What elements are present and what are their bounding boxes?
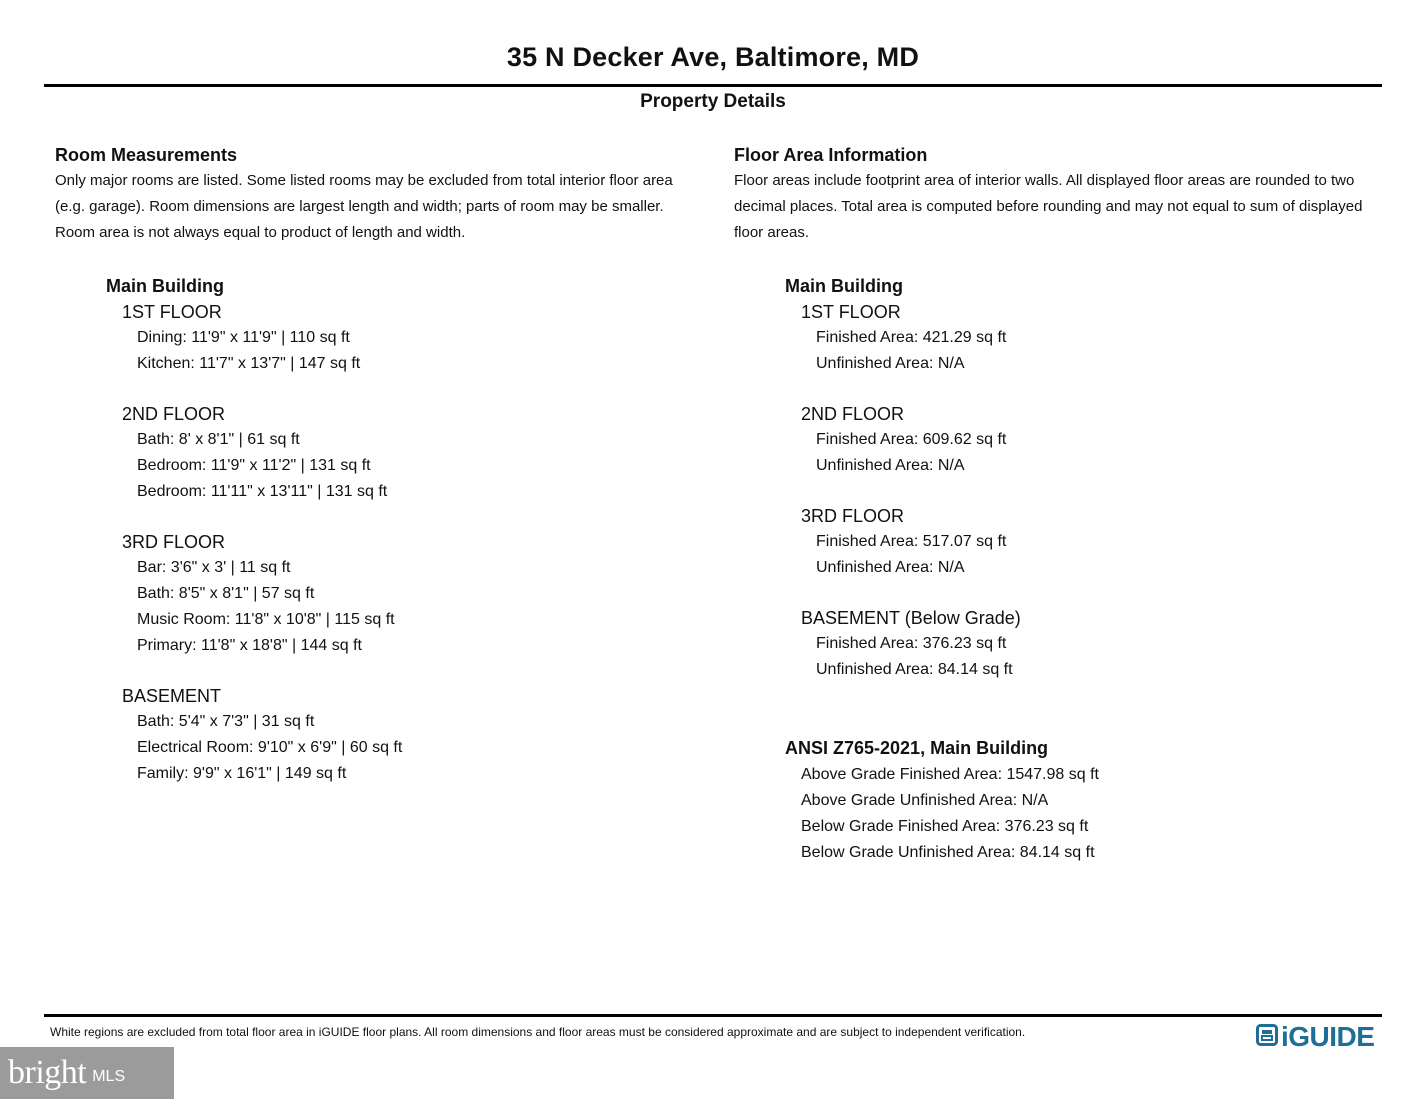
ansi-heading: ANSI Z765-2021, Main Building (785, 738, 1049, 758)
floor-name: 2ND FLOOR (122, 404, 226, 424)
footer-disclaimer: White regions are excluded from total floor area in iGUIDE floor plans. All room dimensions and floor areas must be considered approximate and are subject to independent verification. (50, 1025, 1026, 1039)
unfinished-area: Unfinished Area: 84.14 sq ft (816, 661, 1013, 678)
floor-name: BASEMENT (Below Grade) (801, 608, 1021, 628)
page-title: 35 N Decker Ave, Baltimore, MD (506, 42, 920, 72)
room-item: Primary: 11'8" x 18'8" | 144 sq ft (137, 637, 362, 654)
header-divider (44, 84, 1382, 87)
room-measurements-heading: Room Measurements (55, 145, 238, 165)
finished-area: Finished Area: 609.62 sq ft (816, 431, 1007, 448)
note-line: (e.g. garage). Room dimensions are largest length and width; parts of room may be smaller. (55, 198, 664, 215)
area-group-1st (734, 300, 1394, 377)
finished-area: Finished Area: 376.23 sq ft (816, 635, 1007, 652)
room-item: Electrical Room: 9'10" x 6'9" | 60 sq ft (137, 739, 403, 756)
iguide-logo-text: iGUIDE (1281, 1021, 1375, 1052)
floor-name: BASEMENT (122, 686, 222, 706)
unfinished-area: Unfinished Area: N/A (816, 457, 965, 474)
finished-area: Finished Area: 421.29 sq ft (816, 329, 1007, 346)
floor-group-3rd (55, 530, 705, 659)
page-subtitle: Property Details (640, 91, 786, 112)
footer-divider (44, 1014, 1382, 1017)
room-item: Bedroom: 11'11" x 13'11" | 131 sq ft (137, 483, 388, 500)
floor-name: 1ST FLOOR (122, 302, 222, 322)
room-item: Bath: 8' x 8'1" | 61 sq ft (137, 431, 300, 448)
note-line: Only major rooms are listed. Some listed rooms may be excluded from total interior floor area (55, 172, 673, 189)
watermark-brand: bright (8, 1054, 87, 1091)
building-name: Main Building (106, 276, 224, 296)
floor-area-note (734, 168, 1394, 246)
floor-group-2nd (55, 402, 705, 505)
floor-name: 2ND FLOOR (801, 404, 905, 424)
room-item: Bar: 3'6" x 3' | 11 sq ft (137, 559, 291, 576)
floor-name: 1ST FLOOR (801, 302, 901, 322)
area-group-basement (734, 606, 1394, 683)
room-item: Bath: 5'4" x 7'3" | 31 sq ft (137, 713, 315, 730)
floor-name: 3RD FLOOR (122, 532, 226, 552)
room-item: Kitchen: 11'7" x 13'7" | 147 sq ft (137, 355, 361, 372)
watermark-suffix: MLS (92, 1068, 126, 1085)
room-item: Music Room: 11'8" x 10'8" | 115 sq ft (137, 611, 395, 628)
floor-area-heading: Floor Area Information (734, 145, 928, 165)
room-item: Dining: 11'9" x 11'9" | 110 sq ft (137, 329, 350, 346)
ansi-line: Below Grade Unfinished Area: 84.14 sq ft (801, 844, 1095, 861)
area-group-2nd (734, 402, 1394, 479)
iguide-logo (1256, 1021, 1374, 1053)
room-item: Family: 9'9" x 16'1" | 149 sq ft (137, 765, 347, 782)
floor-group-1st (55, 300, 705, 377)
note-line: decimal places. Total area is computed before rounding and may not equal to sum of displayed (734, 198, 1363, 215)
note-line: Floor areas include footprint area of interior walls. All displayed floor areas are rounded to two (734, 172, 1355, 189)
iguide-box-icon (1256, 1024, 1278, 1051)
floor-name: 3RD FLOOR (801, 506, 905, 526)
floor-area-section (734, 143, 1394, 866)
room-item: Bedroom: 11'9" x 11'2" | 131 sq ft (137, 457, 371, 474)
note-line: Room area is not always equal to product of length and width. (55, 224, 466, 241)
room-item: Bath: 8'5" x 8'1" | 57 sq ft (137, 585, 315, 602)
bright-mls-watermark (0, 1047, 174, 1099)
building-name: Main Building (785, 276, 903, 296)
room-measurements-section (55, 143, 705, 787)
floor-group-basement (55, 684, 705, 787)
area-group-3rd (734, 504, 1394, 581)
ansi-line: Above Grade Unfinished Area: N/A (801, 792, 1049, 809)
finished-area: Finished Area: 517.07 sq ft (816, 533, 1007, 550)
unfinished-area: Unfinished Area: N/A (816, 355, 965, 372)
ansi-line: Below Grade Finished Area: 376.23 sq ft (801, 818, 1089, 835)
unfinished-area: Unfinished Area: N/A (816, 559, 965, 576)
ansi-line: Above Grade Finished Area: 1547.98 sq ft (801, 766, 1099, 783)
room-measurements-note (55, 168, 705, 246)
note-line: floor areas. (734, 224, 810, 241)
